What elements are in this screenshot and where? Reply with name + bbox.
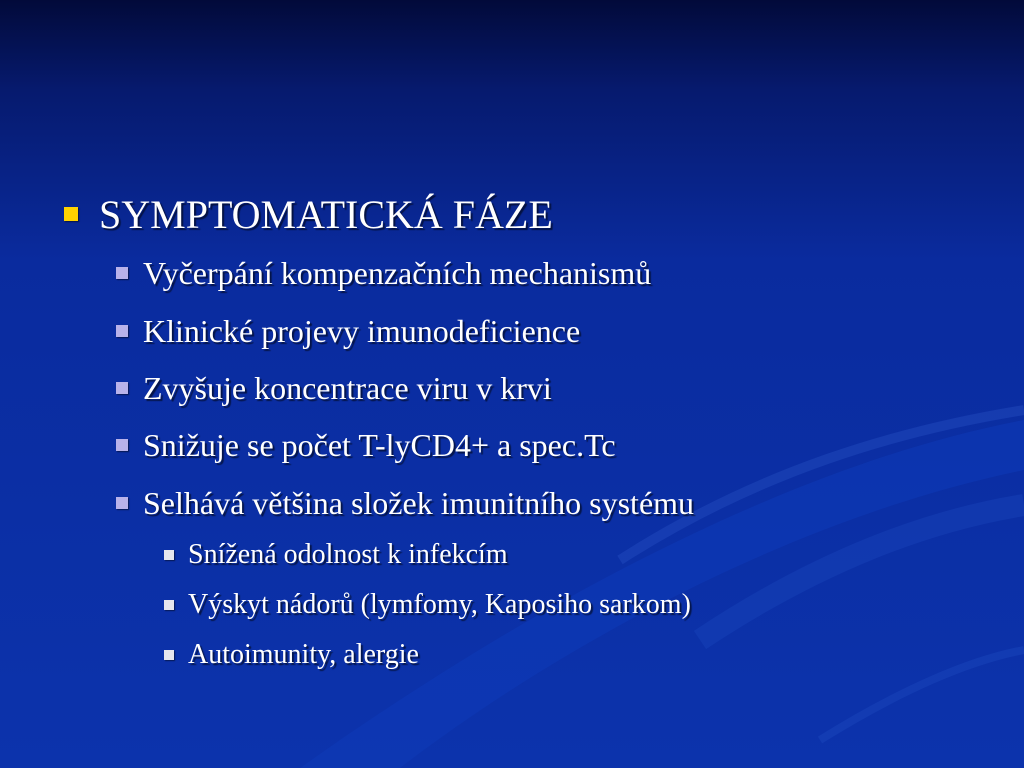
heading-row <box>64 186 553 242</box>
square-bullet-icon <box>164 600 174 610</box>
list-item-text: Klinické projevy imunodeficience <box>143 312 581 349</box>
sub-list-item <box>164 633 419 677</box>
sub-list-item-text: Autoimunity, alergie <box>188 639 419 670</box>
square-bullet-icon <box>116 325 128 337</box>
square-bullet-icon <box>116 382 128 394</box>
sub-list-item <box>164 583 691 627</box>
sub-list-item-text: Výskyt nádorů (lymfomy, Kaposiho sarkom) <box>188 589 691 620</box>
square-bullet-icon <box>116 267 128 279</box>
list-item-text: Selhává většina složek imunitního systému <box>143 484 695 521</box>
list-item <box>116 363 552 413</box>
square-bullet-icon <box>116 497 128 509</box>
heading-text: SYMPTOMATICKÁ FÁZE <box>99 191 553 237</box>
list-item <box>116 248 651 298</box>
sub-list-item-text: Snížená odolnost k infekcím <box>188 539 508 570</box>
square-bullet-icon <box>116 439 128 451</box>
list-item <box>116 420 616 470</box>
list-item-text: Vyčerpání kompenzačních mechanismů <box>143 254 652 291</box>
list-item <box>116 306 580 356</box>
list-item-text: Snižuje se počet T-lyCD4+ a spec.Tc <box>143 426 616 463</box>
square-bullet-icon <box>164 550 174 560</box>
list-item <box>116 478 694 528</box>
square-bullet-icon <box>64 207 78 221</box>
square-bullet-icon <box>164 650 174 660</box>
list-item-text: Zvyšuje koncentrace viru v krvi <box>143 369 552 406</box>
sub-list-item <box>164 533 508 577</box>
